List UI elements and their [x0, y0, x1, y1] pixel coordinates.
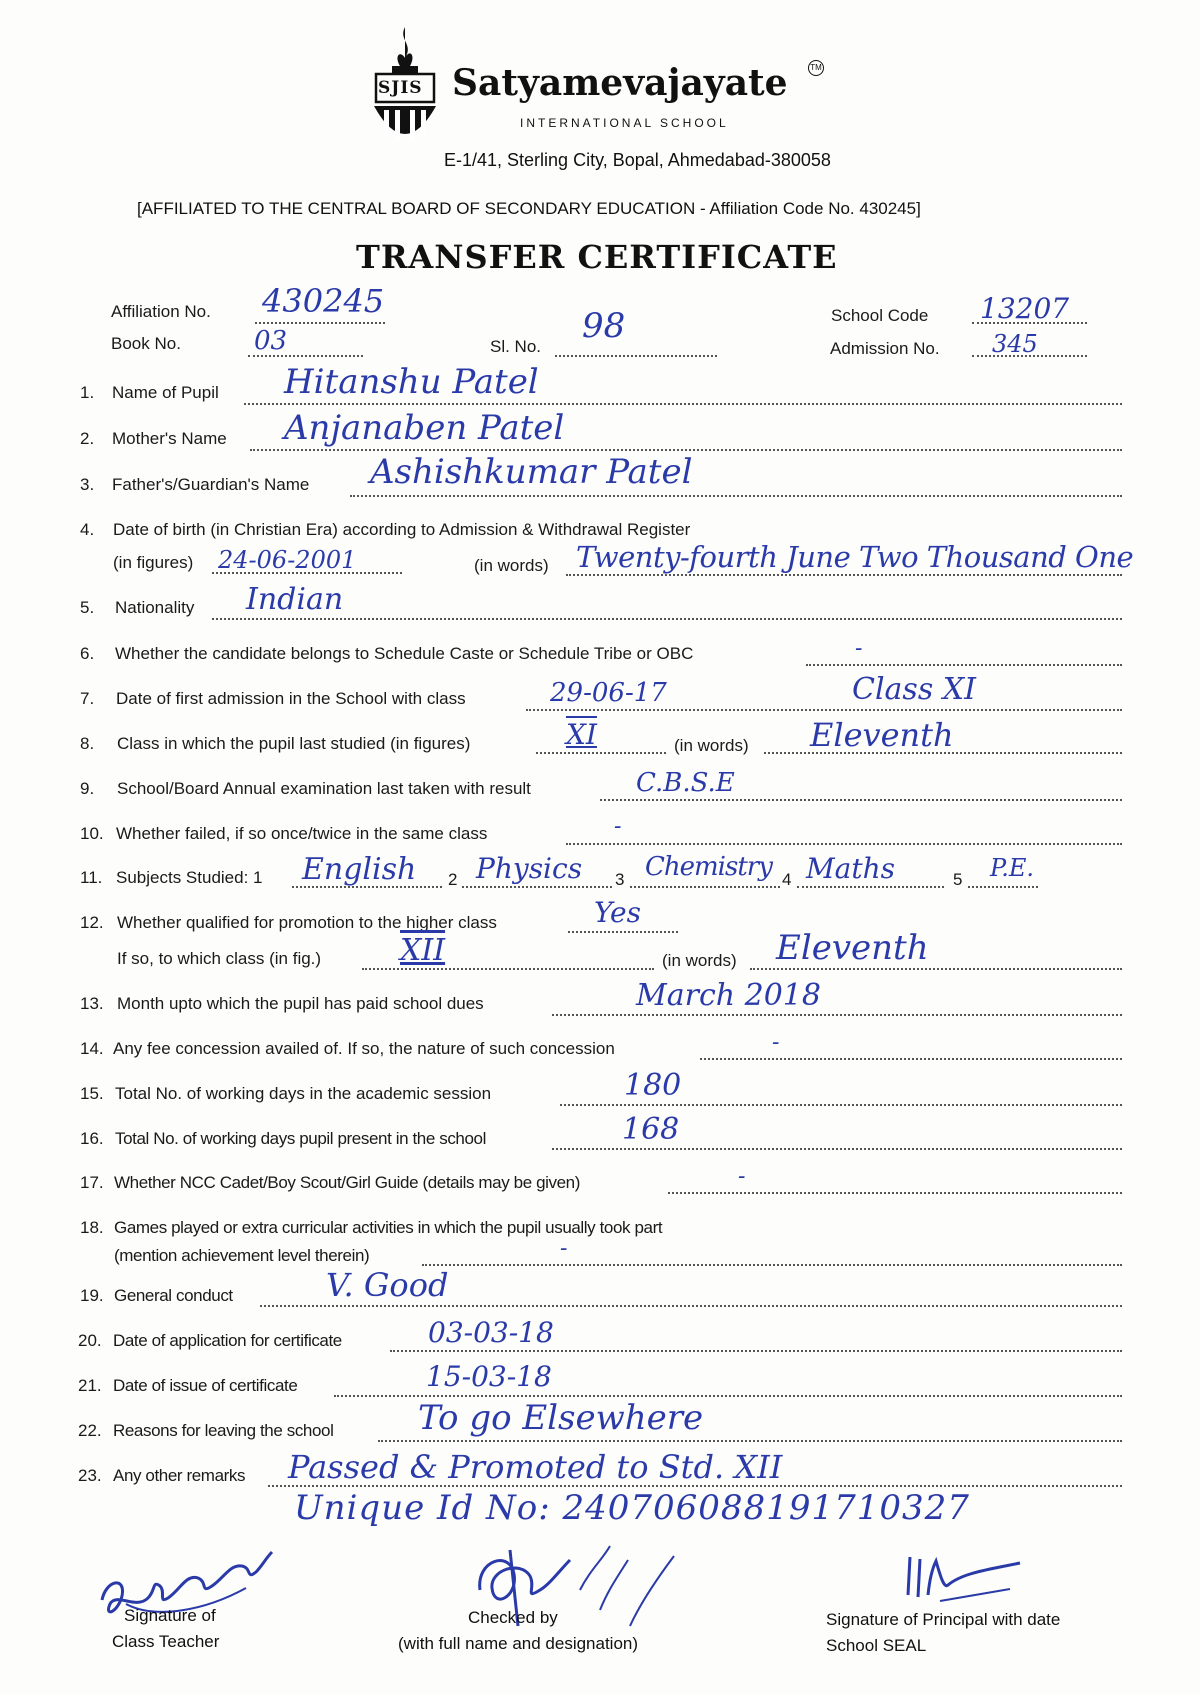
leaving-reason-value: To go Elsewhere — [418, 1398, 704, 1438]
field-label: Mother's Name — [112, 429, 227, 448]
book-no-value: 03 — [254, 326, 288, 356]
field-number: 18. — [80, 1218, 104, 1237]
application-date-value: 03-03-18 — [428, 1316, 554, 1349]
remarks-value: Passed & Promoted to Std. XII — [288, 1448, 783, 1486]
last-class-words-value: Eleventh — [810, 716, 954, 754]
field-number: 13. — [80, 994, 104, 1013]
field-number: 16. — [80, 1129, 104, 1148]
school-name: Satyamevajayate — [452, 62, 788, 104]
field-label: Whether the candidate belongs to Schedule Caste or Schedule Tribe or OBC — [115, 644, 694, 663]
promotion-class-figures-value: XII — [400, 933, 446, 968]
subject-3-value: Chemistry — [645, 852, 772, 882]
sl-no-label: Sl. No. — [490, 337, 542, 356]
field-label-continued: (mention achievement level therein) — [114, 1246, 370, 1265]
subject-5-value: P.E. — [990, 854, 1035, 882]
unique-id-value: Unique Id No: 240706088191710327 — [294, 1488, 970, 1528]
field-number: 22. — [78, 1421, 102, 1440]
field-label: Class in which the pupil last studied (in figures) — [117, 734, 471, 753]
subject-1-value: English — [302, 852, 417, 887]
field-label: Whether qualified for promotion to the higher class — [117, 913, 497, 932]
working-days-value: 180 — [624, 1068, 682, 1103]
subject-4-number: 4 — [782, 870, 792, 889]
field-number: 10. — [80, 824, 104, 843]
field-label: Nationality — [115, 598, 195, 617]
field-number: 14. — [80, 1039, 104, 1058]
field-number: 3. — [80, 475, 95, 494]
field-number: 12. — [80, 913, 104, 932]
first-admission-date-value: 29-06-17 — [550, 678, 667, 708]
field-label: Date of birth (in Christian Era) according to Admission & Withdrawal Register — [113, 520, 691, 539]
class-teacher-label: Signature of — [124, 1606, 216, 1625]
dob-words-label: (in words) — [474, 556, 549, 575]
school-address: E-1/41, Sterling City, Bopal, Ahmedabad-380058 — [444, 150, 831, 170]
ncc-value: - — [738, 1164, 746, 1189]
school-code-label: School Code — [831, 306, 929, 325]
field-label: Games played or extra curricular activities in which the pupil usually took part — [114, 1218, 663, 1237]
admission-no-value: 345 — [992, 330, 1038, 358]
field-number: 21. — [78, 1376, 102, 1395]
field-number: 2. — [80, 429, 95, 448]
fee-concession-value: - — [772, 1030, 780, 1055]
days-present-value: 168 — [622, 1112, 680, 1147]
book-no-label: Book No. — [111, 334, 181, 353]
field-label: Whether failed, if so once/twice in the same class — [116, 824, 488, 843]
dues-paid-value: March 2018 — [636, 978, 821, 1013]
class-teacher-label-2: Class Teacher — [112, 1632, 220, 1651]
sl-no-value: 98 — [582, 306, 626, 346]
field-label: Date of issue of certificate — [113, 1376, 298, 1395]
principal-label: Signature of Principal with date — [826, 1610, 1061, 1629]
activities-value: - — [560, 1236, 568, 1261]
mother-name-value: Anjanaben Patel — [284, 408, 565, 448]
field-number: 4. — [80, 520, 95, 539]
field-number: 1. — [80, 383, 95, 402]
field-number: 6. — [80, 644, 95, 663]
field-number: 7. — [80, 689, 95, 708]
school-code-value: 13207 — [980, 292, 1070, 325]
field-number: 15. — [80, 1084, 104, 1103]
field-label: Any fee concession availed of. If so, the nature of such concession — [113, 1039, 615, 1058]
checked-by-label: Checked by — [468, 1608, 558, 1627]
field-number: 9. — [80, 779, 95, 798]
failed-value: - — [614, 814, 622, 839]
dob-figures-label: (in figures) — [113, 553, 194, 572]
last-class-words-label: (in words) — [674, 736, 749, 755]
field-number: 8. — [80, 734, 95, 753]
field-number: 20. — [78, 1331, 102, 1350]
field-number: 23. — [78, 1466, 102, 1485]
dob-figures-value: 24-06-2001 — [218, 546, 357, 574]
field-number: 17. — [80, 1173, 104, 1192]
field-label: General conduct — [114, 1286, 233, 1305]
field-number: 11. — [80, 868, 103, 887]
field-label: Whether NCC Cadet/Boy Scout/Girl Guide (details may be given) — [114, 1173, 580, 1192]
first-admission-class-value: Class XI — [852, 672, 976, 707]
subject-4-value: Maths — [806, 852, 896, 885]
subject-2-value: Physics — [476, 852, 583, 885]
promotion-class-words-label: (in words) — [662, 951, 737, 970]
field-label: Date of application for certificate — [113, 1331, 342, 1350]
field-label: Subjects Studied: 1 — [116, 868, 263, 887]
field-label: Total No. of working days pupil present in the school — [115, 1129, 486, 1148]
school-seal-label: School SEAL — [826, 1636, 927, 1655]
last-class-figures-value: XI — [566, 718, 597, 751]
field-number: 5. — [80, 598, 95, 617]
father-name-value: Ashishkumar Patel — [370, 452, 693, 492]
document-title: TRANSFER CERTIFICATE — [356, 238, 838, 276]
nationality-value: Indian — [246, 582, 344, 617]
checked-by-designation-label: (with full name and designation) — [398, 1634, 639, 1653]
subject-3-number: 3 — [615, 870, 625, 889]
exam-result-value: C.B.S.E — [636, 768, 735, 798]
issue-date-value: 15-03-18 — [426, 1360, 552, 1393]
field-label: Date of first admission in the School with class — [116, 689, 466, 708]
dob-words-value: Twenty-fourth June Two Thousand One — [576, 540, 1134, 574]
conduct-value: V. Good — [326, 1266, 449, 1304]
field-label: Month upto which the pupil has paid school dues — [117, 994, 484, 1013]
logo-letters: SJIS — [378, 78, 423, 98]
promotion-class-label: If so, to which class (in fig.) — [117, 949, 322, 968]
subject-5-number: 5 — [953, 870, 963, 889]
principal-signature — [900, 1545, 1030, 1615]
affiliation-no-value: 430245 — [262, 282, 385, 320]
field-label: School/Board Annual examination last taken with result — [117, 779, 531, 798]
field-label: Total No. of working days in the academic session — [115, 1084, 492, 1103]
caste-value: - — [855, 636, 863, 661]
field-label: Name of Pupil — [112, 383, 219, 402]
school-subtitle: INTERNATIONAL SCHOOL — [520, 116, 729, 130]
promotion-value: Yes — [594, 896, 641, 929]
pupil-name-value: Hitanshu Patel — [284, 362, 539, 402]
affiliation-line: [AFFILIATED TO THE CENTRAL BOARD OF SECONDARY EDUCATION - Affiliation Code No. 430245] — [137, 199, 921, 218]
field-label: Father's/Guardian's Name — [112, 475, 310, 494]
admission-no-label: Admission No. — [830, 339, 940, 358]
affiliation-no-label: Affiliation No. — [111, 302, 211, 321]
trademark-mark: TM — [808, 60, 824, 76]
subject-2-number: 2 — [448, 870, 458, 889]
promotion-class-words-value: Eleventh — [776, 928, 929, 968]
field-label: Reasons for leaving the school — [113, 1421, 334, 1440]
field-label: Any other remarks — [113, 1466, 246, 1485]
field-number: 19. — [80, 1286, 104, 1305]
